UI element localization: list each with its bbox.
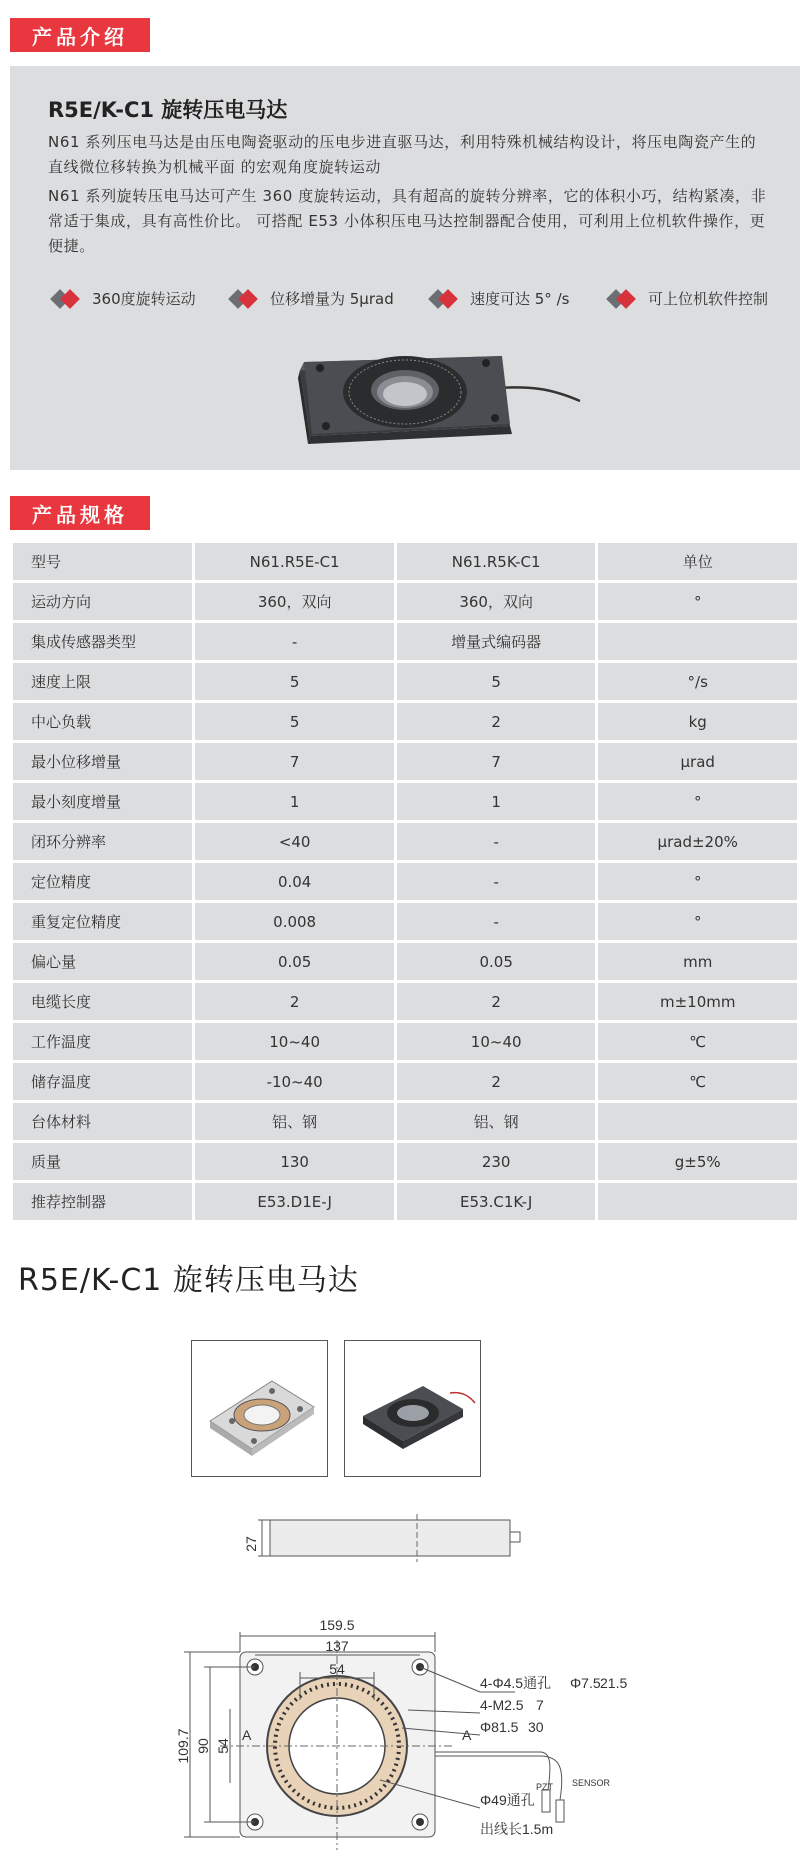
technical-drawing xyxy=(175,1500,710,1870)
spec-value-cell: μrad±20% xyxy=(598,823,797,860)
feature-label: 位移增量为 5μrad xyxy=(270,290,394,308)
dim-center-w: 54 xyxy=(329,1661,345,1677)
table-row xyxy=(13,583,797,620)
table-row xyxy=(13,823,797,860)
spec-name-cell: 闭环分辨率 xyxy=(13,823,192,860)
feature-item-speed xyxy=(428,288,569,309)
table-row xyxy=(13,1023,797,1060)
table-row xyxy=(13,703,797,740)
spec-name-cell: 台体材料 xyxy=(13,1103,192,1140)
spec-value-cell: mm xyxy=(598,943,797,980)
spec-value-cell xyxy=(598,1183,797,1220)
spec-value-cell: - xyxy=(397,823,596,860)
spec-value-cell: 10~40 xyxy=(397,1023,596,1060)
callout-thread: 4-M2.5 xyxy=(480,1697,524,1713)
spec-name-cell: 速度上限 xyxy=(13,663,192,700)
spec-value-cell: ℃ xyxy=(598,1063,797,1100)
table-row xyxy=(13,783,797,820)
spec-value-cell: 5 xyxy=(397,663,596,700)
diamond-icon xyxy=(428,289,462,309)
table-row xyxy=(13,1103,797,1140)
spec-value-cell: 1 xyxy=(397,783,596,820)
product-photo-top xyxy=(191,1340,328,1477)
dim-depth-total: 109.7 xyxy=(175,1728,191,1764)
diamond-icon xyxy=(50,289,84,309)
feature-label: 360度旋转运动 xyxy=(92,290,196,308)
spec-name-cell: 储存温度 xyxy=(13,1063,192,1100)
spec-value-cell: 0.04 xyxy=(195,863,394,900)
spec-name-cell: 最小位移增量 xyxy=(13,743,192,780)
callout-counterbore-depth: 21.5 xyxy=(600,1675,628,1691)
spec-value-cell: 2 xyxy=(397,1063,596,1100)
spec-tag-label: 产品规格 xyxy=(32,502,128,527)
spec-value-cell: 130 xyxy=(195,1143,394,1180)
spec-value-cell: - xyxy=(397,903,596,940)
spec-value-cell: m±10mm xyxy=(598,983,797,1020)
table-row xyxy=(13,1183,797,1220)
spec-value-cell: ° xyxy=(598,783,797,820)
spec-name-cell: 质量 xyxy=(13,1143,192,1180)
spec-value-cell: 单位 xyxy=(598,543,797,580)
spec-value-cell: 10~40 xyxy=(195,1023,394,1060)
table-row xyxy=(13,903,797,940)
diamond-icon xyxy=(606,289,640,309)
spec-value-cell: N61.R5E-C1 xyxy=(195,543,394,580)
product-image xyxy=(290,326,590,466)
spec-value-cell: ° xyxy=(598,863,797,900)
spec-value-cell xyxy=(598,1103,797,1140)
spec-value-cell: 铝、钢 xyxy=(195,1103,394,1140)
dim-width-holes: 137 xyxy=(325,1638,349,1654)
table-row xyxy=(13,1143,797,1180)
spec-value-cell: <40 xyxy=(195,823,394,860)
spec-value-cell xyxy=(598,623,797,660)
section-mark-right: A xyxy=(462,1727,472,1743)
intro-panel xyxy=(10,66,800,470)
feature-label: 可上位机软件控制 xyxy=(648,290,769,308)
spec-value-cell: kg xyxy=(598,703,797,740)
spec-table xyxy=(10,540,800,1223)
intro-paragraph-2: N61 系列旋转压电马达可产生 360 度旋转运动，具有超高的旋转分辨率，它的体积小巧，结构紧凑，非常适于集成，具有高性价比。 可搭配 E53 小体积压电马达控制器配合使用，可利用上位机软件操作，更便捷。 xyxy=(48,187,767,255)
spec-value-cell: 5 xyxy=(195,663,394,700)
drawing-title: R5E/K-C1 旋转压电马达 xyxy=(18,1263,359,1298)
spec-value-cell: 0.05 xyxy=(397,943,596,980)
spec-value-cell: g±5% xyxy=(598,1143,797,1180)
callout-ring-dia: Φ81.5 xyxy=(480,1719,519,1735)
dim-center-h: 54 xyxy=(215,1738,231,1754)
spec-name-cell: 电缆长度 xyxy=(13,983,192,1020)
spec-name-cell: 工作温度 xyxy=(13,1023,192,1060)
table-row xyxy=(13,943,797,980)
callout-cable-length: 出线长1.5m xyxy=(480,1821,554,1837)
dim-width-total: 159.5 xyxy=(319,1617,355,1633)
cable-label-pzt: PZT xyxy=(536,1782,553,1792)
callout-center-hole: Φ49通孔 xyxy=(480,1792,535,1808)
spec-value-cell: E53.D1E-J xyxy=(195,1183,394,1220)
table-row xyxy=(13,623,797,660)
section-mark-left: A xyxy=(242,1727,252,1743)
table-row xyxy=(13,543,797,580)
diamond-icon xyxy=(228,289,262,309)
table-row xyxy=(13,1063,797,1100)
spec-value-cell: - xyxy=(195,623,394,660)
spec-value-cell: ° xyxy=(598,583,797,620)
spec-value-cell: 1 xyxy=(195,783,394,820)
product-photo-angle xyxy=(344,1340,481,1477)
spec-value-cell: 360，双向 xyxy=(397,583,596,620)
table-row xyxy=(13,863,797,900)
spec-name-cell: 型号 xyxy=(13,543,192,580)
cable-label-sensor: SENSOR xyxy=(572,1778,611,1788)
spec-name-cell: 集成传感器类型 xyxy=(13,623,192,660)
intro-tag-label: 产品介绍 xyxy=(32,24,128,49)
spec-value-cell: 7 xyxy=(397,743,596,780)
spec-section-tag xyxy=(10,496,150,530)
feature-item-rotation xyxy=(50,288,196,309)
intro-title: R5E/K-C1 旋转压电马达 xyxy=(48,98,288,122)
spec-value-cell: 230 xyxy=(397,1143,596,1180)
spec-value-cell: 5 xyxy=(195,703,394,740)
table-row xyxy=(13,743,797,780)
callout-thread-depth: 7 xyxy=(536,1697,544,1713)
spec-value-cell: 0.008 xyxy=(195,903,394,940)
spec-value-cell: 360，双向 xyxy=(195,583,394,620)
callout-counterbore: Φ7.5 xyxy=(570,1675,601,1691)
spec-value-cell: 2 xyxy=(397,703,596,740)
dim-depth-holes: 90 xyxy=(195,1738,211,1754)
feature-item-software xyxy=(606,288,768,309)
intro-section-tag xyxy=(10,18,150,52)
spec-value-cell: N61.R5K-C1 xyxy=(397,543,596,580)
table-row xyxy=(13,983,797,1020)
spec-value-cell: 7 xyxy=(195,743,394,780)
spec-value-cell: μrad xyxy=(598,743,797,780)
intro-paragraph-1: N61 系列压电马达是由压电陶瓷驱动的压电步进直驱马达，利用特殊机械结构设计，将压电陶瓷产生的直线微位移转换为机械平面 的宏观角度旋转运动 xyxy=(48,133,757,176)
spec-name-cell: 运动方向 xyxy=(13,583,192,620)
spec-value-cell: 铝、钢 xyxy=(397,1103,596,1140)
spec-name-cell: 重复定位精度 xyxy=(13,903,192,940)
spec-name-cell: 中心负载 xyxy=(13,703,192,740)
spec-name-cell: 最小刻度增量 xyxy=(13,783,192,820)
feature-label: 速度可达 5° /s xyxy=(470,290,570,308)
callout-through-hole: 4-Φ4.5通孔 xyxy=(480,1675,552,1691)
feature-item-increment xyxy=(228,288,394,309)
spec-value-cell: -10~40 xyxy=(195,1063,394,1100)
spec-value-cell: 0.05 xyxy=(195,943,394,980)
spec-value-cell: 2 xyxy=(195,983,394,1020)
spec-name-cell: 推荐控制器 xyxy=(13,1183,192,1220)
spec-name-cell: 偏心量 xyxy=(13,943,192,980)
spec-value-cell: 增量式编码器 xyxy=(397,623,596,660)
spec-value-cell: °/s xyxy=(598,663,797,700)
spec-value-cell: ℃ xyxy=(598,1023,797,1060)
callout-ring-depth: 30 xyxy=(528,1719,544,1735)
spec-name-cell: 定位精度 xyxy=(13,863,192,900)
table-row xyxy=(13,663,797,700)
spec-value-cell: E53.C1K-J xyxy=(397,1183,596,1220)
dim-height: 27 xyxy=(243,1536,259,1552)
spec-value-cell: - xyxy=(397,863,596,900)
spec-value-cell: 2 xyxy=(397,983,596,1020)
spec-value-cell: ° xyxy=(598,903,797,940)
